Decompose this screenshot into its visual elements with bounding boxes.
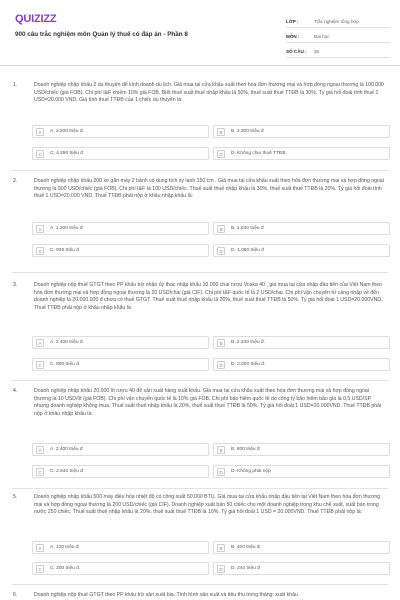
option-letter: B [217, 339, 225, 347]
quiz-meta-table [286, 13, 390, 58]
question-number: 6. [13, 592, 18, 598]
meta-label: LỚP : [286, 19, 299, 24]
question-text: Doanh nghiệp nộp thuế GTGT theo PP khấu trừ sản xuất bia. Tính hình sản xuất và tiêu thụ trong tháng: xuất khẩu [34, 592, 298, 598]
question-divider [12, 584, 388, 585]
answer-option-d[interactable] [213, 562, 390, 575]
option-text: B. 3.300 triệu đ [231, 129, 264, 134]
quizizz-logo: QUIZIZZ [15, 13, 57, 25]
question-number: 3. [13, 282, 18, 288]
question-text: Doanh nghiệp nhập khẩu 200 xe gắn máy 2 bánh có dung tích xy lanh 150 cm . Giá mua tại cửa khẩu xuất theo hóa đơn thương mại và hợp đồng ngoại thương là 900 USD/chiếc (giá FOB). Chi phí I&F là 100 USD/chiếc. Thuế suất thuế nhập khẩu là 30%, thuế suất thuế TTĐB là 20%. Tỷ giá hối đoái tính thuế 1 USD=20.000 VND. Thuế TTĐB phải nộp ở khâu nhập khẩu là: [34, 178, 384, 199]
answer-option-a[interactable] [32, 125, 209, 138]
option-letter: B [217, 225, 225, 233]
meta-row-question-count [286, 43, 390, 58]
question-divider [12, 488, 388, 489]
option-letter: C [36, 247, 44, 255]
answer-option-b[interactable] [213, 125, 390, 138]
option-letter: D [217, 565, 225, 573]
question-number: 2. [13, 178, 18, 184]
option-letter: A [36, 446, 44, 454]
question-number: 5. [13, 494, 18, 500]
option-letter: C [36, 361, 44, 369]
question-6 [0, 592, 400, 600]
answer-option-a[interactable] [32, 541, 209, 554]
option-letter: B [217, 128, 225, 136]
meta-value: Trắc nghiệm tổng hợp [314, 19, 359, 24]
option-letter: B [217, 544, 225, 552]
option-text: C. 2.640 triệu đ [50, 469, 83, 474]
option-text: B. 1.040 triệu đ [231, 226, 264, 231]
question-1 [0, 82, 400, 168]
option-text: B. 400 triệu đ. [231, 545, 261, 550]
option-letter: A [36, 544, 44, 552]
answer-option-a[interactable] [32, 443, 209, 456]
question-3 [0, 282, 400, 378]
page-title: 900 câu trắc nghiệm môn Quản lý thuế có đáp án - Phần 8 [15, 31, 188, 38]
option-letter: C [36, 565, 44, 573]
question-text: Doanh nghiệp nộp thuế GTGT theo PP khấu trừ nhận ủy thác nhập khẩu 10.000 chai rượu Voska 40 , giá mua tại cửa nhập đầu tiên của Việt Nam theo hóa đơn thương mại và hợp đồng ngoại thương là 20 USD/chai (giá CIF). Chi phí I&F quốc tế là 2 USD/chai. Chi phí vận chuyển từ cảng nhập về đến doanh nghiệp là 20.000.000 đ chưa có thuế GTGT. Thuế suất thuế nhập khẩu là 20%, thuế suất thuế TTĐB là 50%. Tỷ giá hối đoái 1 USD=20.000VND. Thuế TTĐB phải nộp ở khâu nhập khẩu là: [34, 282, 383, 311]
answer-option-c[interactable] [32, 244, 209, 257]
option-letter: D [217, 247, 225, 255]
answer-option-d[interactable] [213, 465, 390, 478]
question-divider [12, 380, 388, 381]
option-letter: A [36, 128, 44, 136]
answer-option-a[interactable] [32, 222, 209, 235]
answer-option-b[interactable] [213, 443, 390, 456]
question-divider [12, 170, 388, 171]
meta-label: SỐ CÂU : [286, 49, 307, 54]
meta-label: MÔN : [286, 34, 300, 39]
option-text: C. 936 triệu đ [50, 248, 79, 253]
option-text: D. Không phải nộp [231, 469, 271, 474]
option-text: C. 800 triệu đ. [50, 362, 81, 367]
answer-option-b[interactable] [213, 541, 390, 554]
option-text: A. 120 triệu đ [50, 545, 79, 550]
meta-row-subject [286, 28, 390, 43]
option-text: A. 1.200 triệu đ [50, 226, 83, 231]
option-text: D. Không chịu thuế TTĐB. [231, 151, 287, 156]
option-letter: D [217, 468, 225, 476]
option-letter: B [217, 446, 225, 454]
answer-option-d[interactable] [213, 244, 390, 257]
answer-option-d[interactable] [213, 147, 390, 160]
option-letter: D [217, 150, 225, 158]
option-text: A. 2.400 triệu đ [50, 340, 83, 345]
question-4 [0, 388, 400, 486]
answer-option-a[interactable] [32, 336, 209, 349]
option-text: A. 2.200 triệu đ [50, 129, 83, 134]
answer-option-b[interactable] [213, 222, 390, 235]
option-text: C. 200 triệu đ. [50, 566, 81, 571]
question-2 [0, 178, 400, 268]
question-text: Doanh nghiệp nhập khẩu 500 máy điều hòa nhiệt độ có công suất 50.000 BTU. Giá mua tại cửa khẩu nhập đầu tiên tại Việt Nam theo hóa đơn thương mại và hợp đồng ngoại thương là 200 USD/chiếc (giá CIF). Doanh nghiệp xuất bán 50 chiếc cho một doanh nghiệp trong khu chế xuất, xuất bán trong nước 250 chiếc. Thuế suất thuế nhập khẩu là 20%, thuế suất thuế TTĐB là 10%. Tỷ giá hối đoái 1 USD = 20.000VND. Thuế TTĐB phải nộp là: [34, 494, 381, 515]
option-text: D. 240 triệu đ [231, 566, 260, 571]
question-number: 1. [13, 82, 18, 88]
question-number: 4. [13, 388, 18, 394]
question-divider [12, 272, 388, 273]
option-letter: D [217, 361, 225, 369]
page-header [0, 0, 400, 66]
meta-value: 30 [314, 49, 320, 54]
option-text: D. 2.000 triệu đ. [231, 362, 266, 367]
option-letter: C [36, 150, 44, 158]
answer-option-c[interactable] [32, 147, 209, 160]
meta-value: Đại học [314, 34, 330, 39]
option-letter: A [36, 225, 44, 233]
question-5 [0, 494, 400, 580]
option-text: A. 2.400 triệu đ [50, 447, 83, 452]
answer-option-c[interactable] [32, 562, 209, 575]
question-text: Doanh nghiệp nhập khẩu 2 du thuyền để kinh doanh du lịch. Giá mua tại cửa khẩu xuất theo hóa đơn thương mại và hợp đồng ngoại thương là 100.000 USD/chiếc (giá FOB). Chi phí I&F chiếm 10% giá FOB. Biết thuế suất thuế nhập khẩu là 50%, thuế suất thuế TTĐB là 30%. Tỷ giá hối đoái tính thuế 1 USD=20.000 VND. Giá tính thuế TTĐB của 1 chiếc du thuyền là: [34, 82, 384, 103]
question-text: Doanh nghiệp nhập khẩu 20.000 lít rượu 40 để sản xuất hàng xuất khẩu. Giá mua tại cửa khẩu xuất theo hóa đơn thương mại và hợp đồng ngoại thương là 10 USD/lít (giá FOB). Chi phí vận chuyển quốc tế là 10% giá FOB. Chi phí bảo hiểm quốc tế do công ty bảo hiểm bảo giá là 0,5 USD/SP nhưng doanh nghiệp không mua. Thuế suất thuế nhập khẩu là 20%, thuế suất thuế TTĐB là 50%. Tỷ giá hối đoái 1 USD=20.000VND. Thuế TTĐB phải nộp ở khâu nhập khẩu là: [34, 388, 382, 417]
answer-option-b[interactable] [213, 336, 390, 349]
option-letter: A [36, 339, 44, 347]
option-letter: C [36, 468, 44, 476]
answer-option-c[interactable] [32, 358, 209, 371]
option-text: D. 1.080 triệu đ [231, 248, 264, 253]
option-text: C. 4.290 triệu đ [50, 151, 83, 156]
answer-option-d[interactable] [213, 358, 390, 371]
option-text: B. 2.340 triệu đ. [231, 340, 265, 345]
meta-row-class [286, 13, 390, 28]
answer-option-c[interactable] [32, 465, 209, 478]
option-text: B. 800 triệu đ [231, 447, 260, 452]
